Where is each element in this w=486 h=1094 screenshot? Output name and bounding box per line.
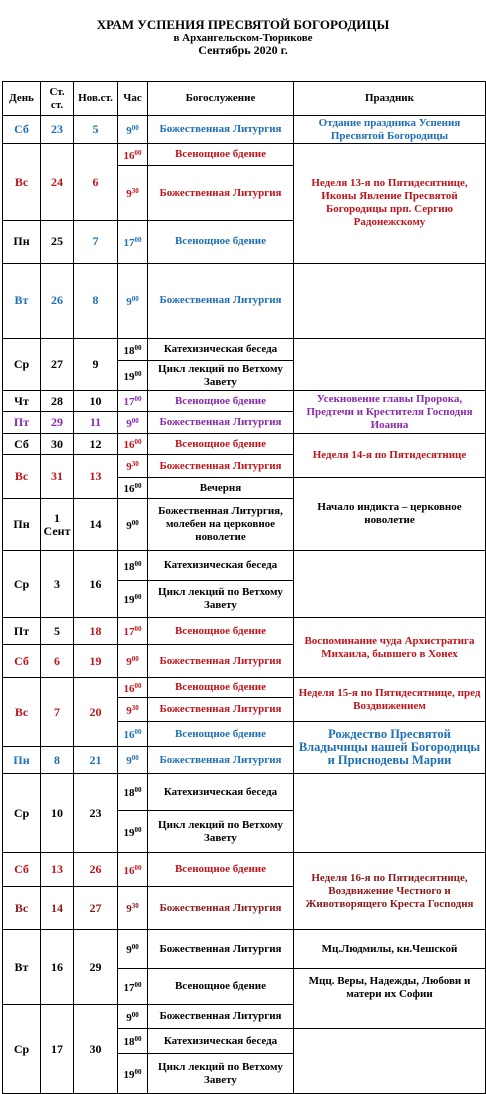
day-cell: Ср	[3, 339, 41, 391]
new-date-cell: 10	[74, 391, 118, 412]
new-date-cell: 19	[74, 645, 118, 678]
service-cell: Божественная Литургия	[148, 1005, 294, 1029]
feast-cell-empty	[294, 774, 486, 853]
table-row	[3, 144, 486, 166]
time-cell	[118, 116, 148, 144]
new-date-cell: 18	[74, 618, 118, 645]
hour: 17	[123, 396, 135, 408]
old-date-cell: 31	[41, 455, 74, 499]
header	[0, 18, 486, 57]
day-cell: Ср	[3, 1005, 41, 1094]
hour: 9	[126, 755, 132, 767]
table-row	[3, 391, 486, 412]
service-cell: Всенощное бдение	[148, 618, 294, 645]
table-row	[3, 434, 486, 455]
new-date-cell: 13	[74, 455, 118, 499]
hour: 9	[126, 704, 132, 717]
new-date-cell: 16	[74, 551, 118, 618]
service-cell: Всенощное бдение	[148, 853, 294, 887]
hour: 16	[123, 864, 135, 877]
old-date-cell: 7	[41, 678, 74, 747]
service-cell: Всенощное бдение	[148, 144, 294, 166]
old-date-cell: 1 Сент	[41, 499, 74, 551]
day-cell: Вс	[3, 455, 41, 499]
minutes: 00	[134, 438, 142, 446]
old-date-cell: 24	[41, 144, 74, 221]
minutes: 00	[131, 123, 139, 132]
hour: 18	[123, 560, 135, 573]
service-cell: Божественная Литургия	[148, 412, 294, 434]
table-header-row	[3, 82, 486, 116]
service-cell: Вечерня	[148, 478, 294, 499]
hour: 19	[123, 826, 135, 839]
column-header-feast: Праздник	[294, 82, 486, 116]
service-cell: Всенощное бдение	[148, 221, 294, 264]
old-date-cell: 25	[41, 221, 74, 264]
new-date-cell: 5	[74, 116, 118, 144]
minutes: 00	[134, 625, 142, 633]
minutes: 00	[134, 980, 142, 989]
old-date-cell: 5	[41, 618, 74, 645]
minutes: 00	[134, 728, 142, 736]
minutes: 00	[134, 482, 142, 490]
time-cell	[118, 144, 148, 166]
day-cell: Пн	[3, 221, 41, 264]
time-cell	[118, 1005, 148, 1029]
hour: 16	[123, 729, 135, 741]
time-cell	[118, 221, 148, 264]
minutes: 00	[134, 369, 142, 378]
day-cell: Вт	[3, 930, 41, 1005]
minutes: 00	[131, 943, 139, 951]
table-row	[3, 678, 486, 698]
old-date-cell: 17	[41, 1005, 74, 1094]
minutes: 00	[131, 754, 139, 762]
old-date-cell: 8	[41, 747, 74, 774]
service-cell: Божественная Литургия	[148, 455, 294, 478]
hour: 17	[123, 236, 135, 249]
service-cell: Божественная Литургия	[148, 887, 294, 930]
day-cell: Пн	[3, 747, 41, 774]
day-cell: Сб	[3, 116, 41, 144]
hour: 16	[123, 483, 135, 495]
table-row	[3, 618, 486, 645]
old-date-cell: 29	[41, 412, 74, 434]
minutes: 00	[134, 559, 142, 568]
hour: 19	[123, 1068, 135, 1081]
feast-cell: Мц.Людмилы, кн.Чешской	[294, 930, 486, 969]
service-cell: Всенощное бдение	[148, 391, 294, 412]
time-cell	[118, 887, 148, 930]
feast-cell: Рождество Пресвятой Владычицы нашей Богородицы и Приснодевы Марии	[294, 722, 486, 774]
day-cell: Вт	[3, 263, 41, 338]
hour: 16	[123, 439, 135, 451]
service-cell: Цикл лекций по Ветхому Завету	[148, 811, 294, 853]
time-cell	[118, 434, 148, 455]
church-location: в Архангельском-Тюрикове	[173, 32, 313, 44]
service-cell: Цикл лекций по Ветхому Завету	[148, 581, 294, 618]
service-cell: Всенощное бдение	[148, 969, 294, 1005]
old-date-cell: 28	[41, 391, 74, 412]
hour: 16	[123, 149, 135, 162]
minutes: 00	[134, 786, 142, 794]
table-row	[3, 339, 486, 361]
service-cell: Катехизическая беседа	[148, 551, 294, 581]
new-date-cell: 23	[74, 774, 118, 853]
time-cell	[118, 551, 148, 581]
hour: 9	[126, 944, 132, 956]
hour: 9	[126, 417, 132, 430]
hour: 17	[123, 981, 135, 994]
minutes: 00	[134, 1035, 142, 1043]
service-cell: Всенощное бдение	[148, 434, 294, 455]
time-cell	[118, 774, 148, 811]
hour: 18	[123, 787, 135, 799]
day-cell: Сб	[3, 434, 41, 455]
new-date-cell: 11	[74, 412, 118, 434]
table-row	[3, 263, 486, 338]
table-row	[3, 116, 486, 144]
service-cell: Божественная Литургия	[148, 698, 294, 722]
time-cell	[118, 361, 148, 391]
new-date-cell: 14	[74, 499, 118, 551]
new-date-cell: 29	[74, 930, 118, 1005]
old-date-cell: 10	[41, 774, 74, 853]
new-date-cell: 6	[74, 144, 118, 221]
time-cell	[118, 811, 148, 853]
old-date-cell: 14	[41, 887, 74, 930]
service-cell: Божественная Литургия, молебен на церковное новолетие	[148, 499, 294, 551]
minutes: 00	[134, 343, 142, 352]
old-date-cell: 26	[41, 263, 74, 338]
hour: 18	[123, 344, 135, 357]
time-cell	[118, 618, 148, 645]
time-cell	[118, 391, 148, 412]
feast-cell: Отдание праздника Успения Пресвятой Богородицы	[294, 116, 486, 144]
column-header-time: Час	[118, 82, 148, 116]
service-cell: Катехизическая беседа	[148, 774, 294, 811]
minutes: 00	[131, 1010, 139, 1019]
service-cell: Божественная Литургия	[148, 116, 294, 144]
day-cell: Пт	[3, 412, 41, 434]
time-cell	[118, 499, 148, 551]
day-cell: Пт	[3, 618, 41, 645]
table-row	[3, 930, 486, 969]
time-cell	[118, 645, 148, 678]
feast-cell-empty	[294, 551, 486, 618]
minutes: 00	[131, 294, 139, 303]
time-cell	[118, 698, 148, 722]
feast-cell: Мцц. Веры, Надежды, Любови и матери их Софии	[294, 969, 486, 1029]
feast-cell: Неделя 13-я по Пятидесятнице, Иконы Явление Пресвятой Богородицы прп. Сергию Радонежскому	[294, 144, 486, 264]
feast-cell: Воспоминание чуда Архистратига Михаила, бывшего в Хонех	[294, 618, 486, 678]
new-date-cell: 9	[74, 339, 118, 391]
feast-cell: Неделя 16-я по Пятидесятнице, Воздвижение Честного и Животворящего Креста Господня	[294, 853, 486, 930]
new-date-cell: 27	[74, 887, 118, 930]
time-cell	[118, 581, 148, 618]
church-title: ХРАМ УСПЕНИЯ ПРЕСВЯТОЙ БОГОРОДИЦЫ	[96, 17, 390, 32]
hour: 18	[123, 1036, 135, 1048]
minutes: 30	[131, 902, 139, 910]
minutes: 00	[131, 655, 139, 663]
minutes: 00	[134, 1067, 142, 1076]
day-cell: Вс	[3, 678, 41, 747]
hour: 9	[126, 1011, 132, 1024]
minutes: 00	[134, 395, 142, 403]
old-date-cell: 27	[41, 339, 74, 391]
column-header-day: День	[3, 82, 41, 116]
new-date-cell: 7	[74, 221, 118, 264]
minutes: 30	[131, 187, 139, 195]
day-cell: Вс	[3, 144, 41, 221]
minutes: 00	[134, 825, 142, 834]
new-date-cell: 20	[74, 678, 118, 747]
time-cell	[118, 747, 148, 774]
hour: 9	[126, 903, 132, 915]
feast-cell-empty	[294, 1029, 486, 1094]
minutes: 00	[131, 416, 139, 425]
time-cell	[118, 1029, 148, 1054]
service-cell: Цикл лекций по Ветхому Завету	[148, 361, 294, 391]
minutes: 00	[134, 148, 142, 157]
old-date-cell: 16	[41, 930, 74, 1005]
schedule-month: Сентябрь 2020 г.	[198, 43, 288, 57]
feast-cell-empty	[294, 339, 486, 391]
hour: 9	[126, 519, 132, 532]
day-cell: Сб	[3, 645, 41, 678]
table-row	[3, 853, 486, 887]
old-date-cell: 23	[41, 116, 74, 144]
service-cell: Божественная Литургия	[148, 263, 294, 338]
hour: 9	[126, 124, 132, 137]
old-date-cell: 13	[41, 853, 74, 887]
old-date-cell: 3	[41, 551, 74, 618]
service-cell: Божественная Литургия	[148, 747, 294, 774]
minutes: 30	[131, 460, 139, 468]
hour: 17	[123, 626, 135, 638]
service-cell: Катехизическая беседа	[148, 1029, 294, 1054]
hour: 19	[123, 370, 135, 383]
feast-cell: Неделя 15-я по Пятидесятнице, пред Воздвижением	[294, 678, 486, 722]
column-header-old-style: Ст. ст.	[41, 82, 74, 116]
day-cell: Ср	[3, 774, 41, 853]
minutes: 00	[134, 235, 142, 244]
service-cell: Всенощное бдение	[148, 678, 294, 698]
time-cell	[118, 478, 148, 499]
new-date-cell: 26	[74, 853, 118, 887]
minutes: 00	[134, 681, 142, 690]
minutes: 00	[134, 863, 142, 872]
old-date-cell: 6	[41, 645, 74, 678]
hour: 9	[126, 656, 132, 668]
new-date-cell: 12	[74, 434, 118, 455]
time-cell	[118, 678, 148, 698]
service-cell: Всенощное бдение	[148, 722, 294, 747]
time-cell	[118, 722, 148, 747]
service-cell: Божественная Литургия	[148, 645, 294, 678]
time-cell	[118, 263, 148, 338]
service-cell: Божественная Литургия	[148, 930, 294, 969]
service-cell: Божественная Литургия	[148, 166, 294, 221]
time-cell	[118, 930, 148, 969]
time-cell	[118, 455, 148, 478]
feast-cell: Усекновение главы Пророка, Предтечи и Крестителя Господня Иоанна	[294, 391, 486, 434]
time-cell	[118, 166, 148, 221]
hour: 9	[126, 461, 132, 473]
service-cell: Катехизическая беседа	[148, 339, 294, 361]
minutes: 00	[131, 518, 139, 527]
time-cell	[118, 853, 148, 887]
day-cell: Вс	[3, 887, 41, 930]
new-date-cell: 30	[74, 1005, 118, 1094]
day-cell: Чт	[3, 391, 41, 412]
time-cell	[118, 339, 148, 361]
day-cell: Сб	[3, 853, 41, 887]
hour: 9	[126, 295, 132, 308]
table-row	[3, 551, 486, 581]
old-date-cell: 30	[41, 434, 74, 455]
time-cell	[118, 969, 148, 1005]
schedule-table	[2, 81, 486, 1094]
minutes: 00	[134, 593, 142, 601]
hour: 19	[123, 594, 135, 606]
time-cell	[118, 412, 148, 434]
feast-cell: Неделя 14-я по Пятидесятнице	[294, 434, 486, 478]
feast-cell: Начало индикта – церковное новолетие	[294, 478, 486, 551]
column-header-new-style: Нов.ст.	[74, 82, 118, 116]
service-cell: Цикл лекций по Ветхому Завету	[148, 1054, 294, 1094]
new-date-cell: 8	[74, 263, 118, 338]
hour: 16	[123, 682, 135, 695]
hour: 9	[126, 188, 132, 200]
time-cell	[118, 1054, 148, 1094]
day-cell: Ср	[3, 551, 41, 618]
table-row	[3, 774, 486, 811]
day-cell: Пн	[3, 499, 41, 551]
column-header-service: Богослужение	[148, 82, 294, 116]
minutes: 30	[131, 703, 139, 712]
new-date-cell: 21	[74, 747, 118, 774]
